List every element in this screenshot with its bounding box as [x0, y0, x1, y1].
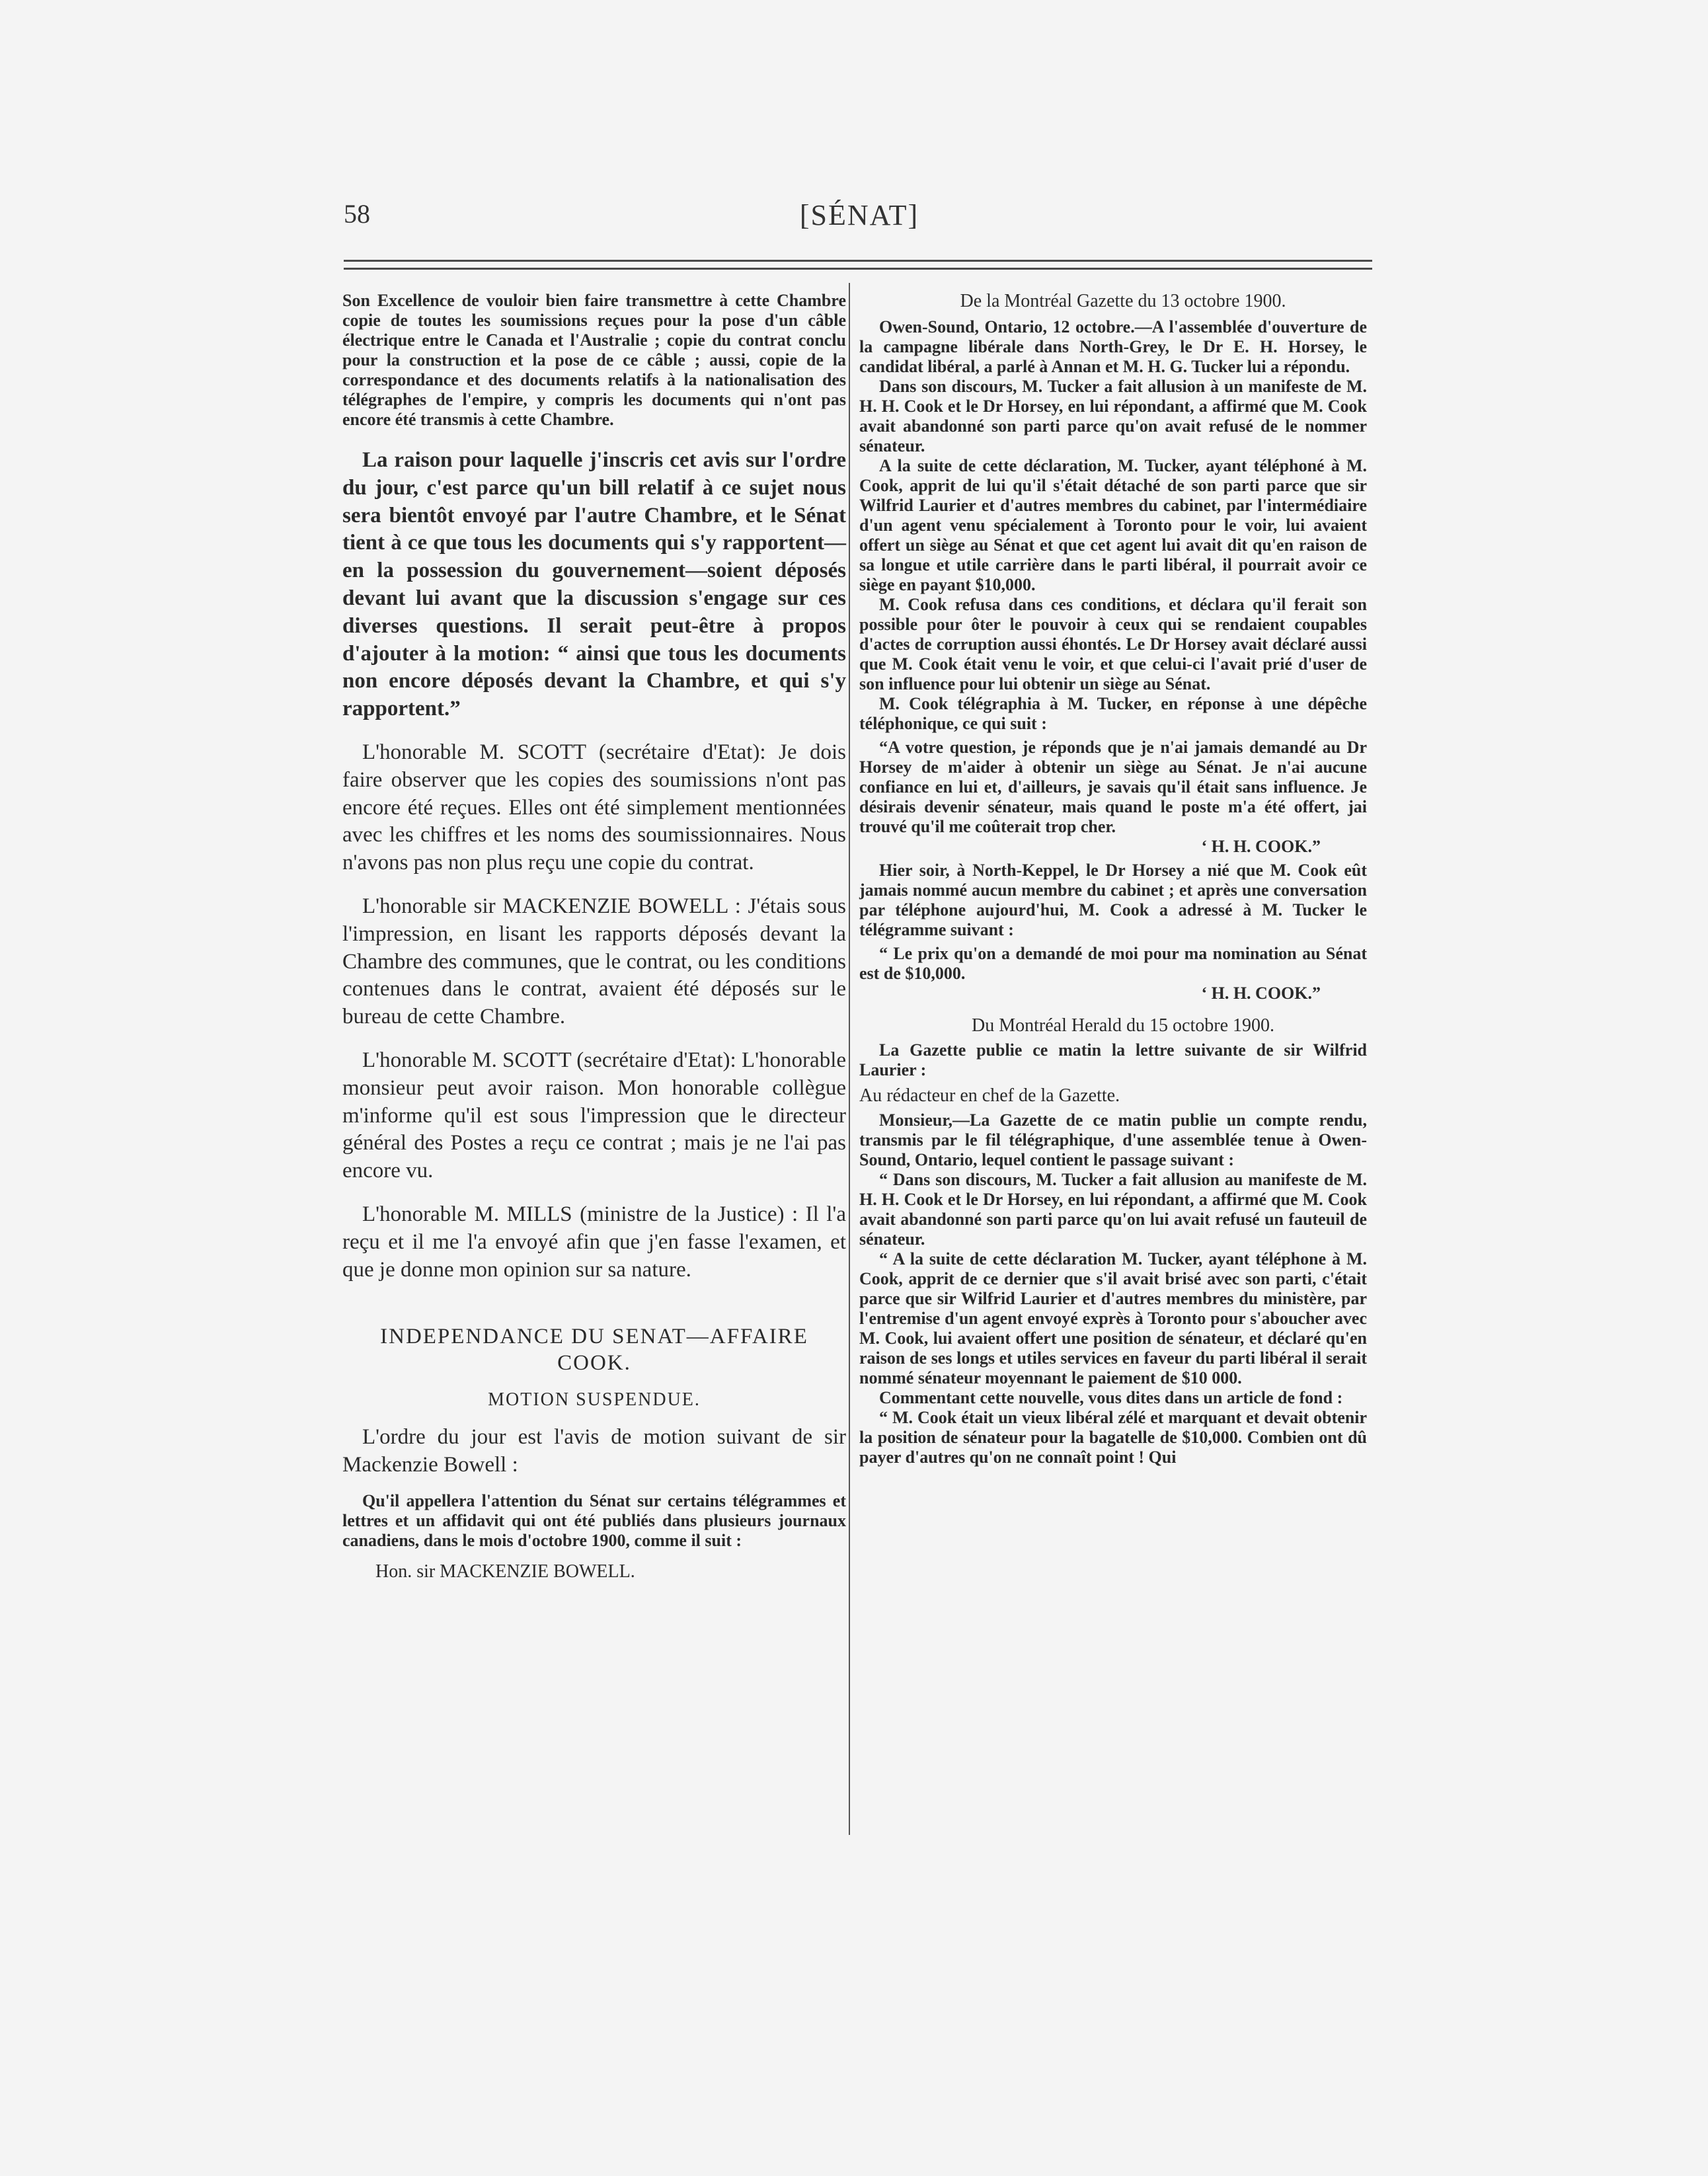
telegram-quote-1: “A votre question, je réponds que je n'ai jamais demandé au Dr Horsey de m'aider à obtenir un siège au Sénat. Je n'ai aucune confiance en lui et, d'ailleurs, je savais qu'il était sans influence. Je désirais devenir sénateur, mais quand le poste m'a été offert, jai trouvé qu'il me coûterait trop cher.	[859, 738, 1367, 836]
right-column	[859, 291, 1367, 1467]
motion-signature: Hon. sir MACKENZIE BOWELL.	[375, 1561, 635, 1582]
paragraph-motion-text: Qu'il appellera l'attention du Sénat sur certains télégrammes et lettres et un affidavit qui ont été publiés dans plusieurs journaux canadiens, dans le mois d'octobre 1900, comme il suit :	[342, 1491, 846, 1550]
telegram-quote-2: “ Le prix qu'on a demandé de moi pour ma nomination au Sénat est de $10,000.	[859, 944, 1367, 983]
signature-cook-1: ‘ H. H. COOK.”	[1201, 837, 1321, 856]
section-subheading: MOTION SUSPENDUE.	[488, 1389, 701, 1411]
speech-text: Je dois faire observer que les copies des soumissions n'ont pas encore été reçues. Elles ont été simplement mentionnées avec les chiffres et les noms des soumissionnaires. Nous n'avons pas non plus reçu une copie du contrat.	[342, 740, 846, 875]
paragraph-gazette-publie: La Gazette publie ce matin la lettre suivante de sir Wilfrid Laurier :	[859, 1040, 1367, 1079]
paragraph-mills	[342, 1201, 846, 1284]
letter-address: Au rédacteur en chef de la Gazette.	[859, 1085, 1120, 1106]
quote-discours: “ Dans son discours, M. Tucker a fait allusion au manifeste de M. H. H. Cook et le Dr Horsey, en lui répondant, a affirmé que M. Cook avait abandonné son parti parce qu'on lui avait refusé un fauteuil de sénateur.	[859, 1170, 1367, 1249]
header-rule-top	[344, 260, 1372, 262]
paragraph-order-of-day: L'ordre du jour est l'avis de motion suivant de sir Mackenzie Bowell :	[342, 1425, 846, 1477]
paragraph-reason: La raison pour laquelle j'inscris cet avis sur l'ordre du jour, c'est parce qu'un bill relatif à ce sujet nous sera bientôt envoyé par l'autre Chambre, et le Sénat tient à ce que tous les documents qui s'y rapportent—en la possession du gouvernement—soient déposés devant lui avant que la discussion s'engage sur ces diverses questions. Il serait peut-être à propos d'ajouter à la motion: “ ainsi que tous les documents non encore déposés devant la Chambre, et qui s'y rapportent.”	[342, 448, 846, 721]
source-herald: Du Montréal Herald du 15 octobre 1900.	[972, 1015, 1274, 1036]
speaker-name: L'honorable M. MILLS	[362, 1202, 572, 1226]
paragraph-scott-1	[342, 739, 846, 877]
paragraph-tucker-discours: Dans son discours, M. Tucker a fait allusion à un manifeste de M. H. H. Cook et le Dr Horsey, en lui répondant, a affirmé que M. Cook avait abandonné son parti parce qu'on avait refusé de le nommer sénateur.	[859, 377, 1367, 455]
paragraph-bowell	[342, 893, 846, 1031]
paragraph-cook-refusa: M. Cook refusa dans ces conditions, et déclara qu'il ferait son possible pour ôter le pouvoir à ceux qui se rendaient coupables d'actes de corruption aussi éhontés. Le Dr Horsey avait déclaré aussi que M. Cook était venu le voir, et que celui-ci l'avait prié d'user de son influence pour lui obtenir un siège au Sénat.	[859, 595, 1367, 693]
quote-declaration: “ A la suite de cette déclaration M. Tucker, ayant téléphone à M. Cook, apprit de ce dernier que s'il avait brisé avec son parti, c'était parce que sir Wilfrid Laurier et d'autres membres du ministère, par l'entremise d'un agent envoyé exprès à Toronto pour s'aboucher avec M. Cook, lui avaient offert une position de sénateur, et déclaré qu'en raison de ses longs et utiles services en faveur du parti libéral il serait nommé sénateur moyennant le paiement de $10 000.	[859, 1249, 1367, 1387]
paragraph-cook-telegraphia: M. Cook télégraphia à M. Tucker, en réponse à une dépêche téléphonique, ce qui suit :	[859, 694, 1367, 733]
paragraph-north-keppel: Hier soir, à North-Keppel, le Dr Horsey a nié que M. Cook eût jamais nommé aucun membre du cabinet ; et après une conversation par téléphone aujourd'hui, M. Cook a adressé à M. Tucker le télégramme suivant :	[859, 861, 1367, 939]
speech-text: L'honorable monsieur peut avoir raison. Mon honorable collègue m'informe qu'il est sous l'impression que le directeur général des Postes a reçu ce contrat ; mais je ne l'ai pas encore vu.	[342, 1048, 847, 1183]
speaker-name: L'honorable M. SCOTT (secrétaire d'Etat):	[362, 740, 766, 764]
speech-text: (ministre de la Justice) : Il l'a reçu et il me l'a envoyé afin que j'en fasse l'examen, et que je donne mon opinion sur sa nature.	[342, 1202, 847, 1282]
source-gazette: De la Montréal Gazette du 13 octobre 1900.	[960, 291, 1286, 311]
page-header	[344, 198, 1375, 238]
section-heading: INDEPENDANCE DU SENAT—AFFAIRE COOK.	[380, 1325, 808, 1376]
column-divider	[849, 283, 850, 1835]
paragraph-motion-continued: Son Excellence de vouloir bien faire transmettre à cette Chambre copie de toutes les soumissions reçues pour la pose d'un câble électrique entre le Canada et l'Australie ; copie du contrat conclu pour la construction et la pose de ce câble ; aussi, copie de la correspondance et des documents relatifs à la nationalisation des télégraphes de l'empire, y compris les documents qui n'ont pas encore été transmis à cette Chambre.	[342, 291, 846, 429]
running-head: [SÉNAT]	[799, 199, 919, 231]
signature-cook-2: ‘ H. H. COOK.”	[1201, 984, 1321, 1003]
paragraph-declaration: A la suite de cette déclaration, M. Tucker, ayant téléphoné à M. Cook, apprit de lui qu'il s'était détaché de son parti parce que sir Wilfrid Laurier et d'autres membres du cabinet, par l'intermédiaire d'un agent venu spécialement à Toronto pour le voir, lui avaient offert un siège au Sénat et que cet agent lui avait dit qu'en raison de sa longue et utile carrière dans le parti libéral, il pourrait avoir ce siège en payant $10,000.	[859, 456, 1367, 594]
speaker-name: L'honorable sir MACKENZIE BOWELL :	[362, 894, 741, 918]
quote-vieux-liberal: “ M. Cook était un vieux libéral zélé et marquant et devait obtenir la position de sénateur pour la bagatelle de $10,000. Combien ont dû payer d'autres qu'on ne connaît point ! Qui	[859, 1408, 1367, 1467]
left-column	[342, 291, 846, 1582]
paragraph-commentant: Commentant cette nouvelle, vous dites dans un article de fond :	[879, 1388, 1343, 1407]
paragraph-scott-2	[342, 1047, 846, 1185]
header-rule-bottom	[344, 268, 1372, 270]
paragraph-owen-sound: Owen-Sound, Ontario, 12 octobre.—A l'assemblée d'ouverture de la campagne libérale dans North-Grey, le Dr E. H. Horsey, le candidat libéral, a parlé à Annan et M. H. G. Tucker lui a répondu.	[859, 317, 1367, 376]
paragraph-monsieur: Monsieur,—La Gazette de ce matin publie un compte rendu, transmis par le fil télégraphique, d'une assemblée tenue à Owen-Sound, Ontario, lequel contient le passage suivant :	[859, 1110, 1367, 1169]
speech-text: J'étais sous l'impression, en lisant les rapports déposés devant la Chambre des communes, que le contrat, ou les conditions contenues dans le contrat, avaient été déposés sur le bureau de cette Chambre.	[342, 894, 846, 1029]
speaker-name: L'honorable M. SCOTT (secrétaire d'Etat):	[362, 1048, 736, 1072]
page-number: 58	[344, 199, 370, 229]
